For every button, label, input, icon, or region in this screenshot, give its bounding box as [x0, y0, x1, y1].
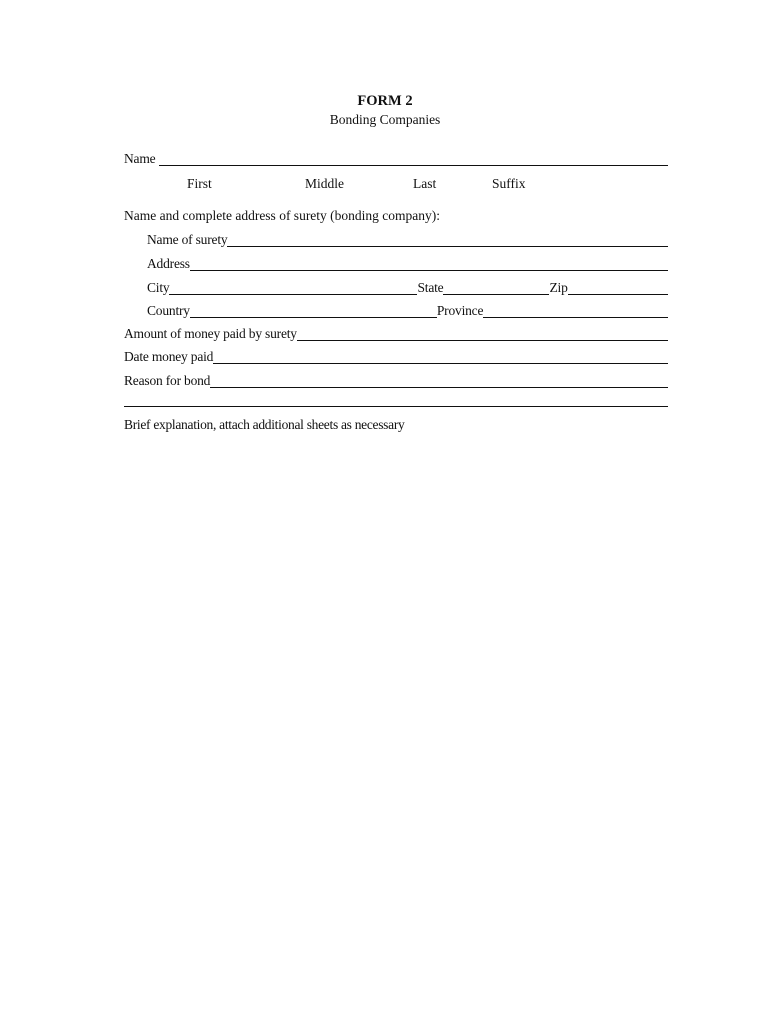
surety-address-field[interactable]	[190, 255, 668, 271]
surety-city-row	[147, 279, 668, 296]
city-field[interactable]	[169, 279, 417, 295]
name-row	[124, 150, 668, 167]
surety-section-label: Name and complete address of surety (bonding company):	[124, 208, 441, 223]
last-name-sublabel: Last	[413, 176, 437, 191]
form-title: FORM 2	[357, 93, 413, 109]
surety-address-label: Address	[147, 256, 190, 271]
reason-row	[124, 372, 668, 389]
middle-name-sublabel: Middle	[305, 176, 344, 191]
suffix-sublabel: Suffix	[492, 176, 526, 191]
explanation-note: Brief explanation, attach additional sheets as necessary	[124, 417, 405, 432]
amount-label: Amount of money paid by surety	[124, 326, 297, 341]
state-field[interactable]	[443, 279, 549, 295]
country-field[interactable]	[190, 302, 437, 318]
surety-name-row	[147, 231, 668, 248]
province-field[interactable]	[483, 302, 668, 318]
date-paid-label: Date money paid	[124, 349, 214, 364]
surety-name-label: Name of surety	[147, 232, 228, 247]
date-paid-field[interactable]	[213, 348, 668, 364]
name-field[interactable]	[159, 150, 668, 166]
zip-field[interactable]	[568, 279, 668, 295]
surety-name-field[interactable]	[227, 231, 668, 247]
amount-field[interactable]	[297, 325, 668, 341]
reason-label: Reason for bond	[124, 373, 211, 388]
country-label: Country	[147, 303, 190, 318]
state-label: State	[417, 280, 444, 295]
amount-row	[124, 325, 668, 342]
surety-country-row	[147, 302, 668, 319]
date-paid-row	[124, 348, 668, 365]
reason-field[interactable]	[210, 372, 668, 388]
explanation-field[interactable]	[124, 406, 668, 407]
province-label: Province	[436, 303, 484, 318]
form-subtitle: Bonding Companies	[329, 112, 441, 127]
surety-address-row	[147, 255, 668, 272]
first-name-sublabel: First	[187, 176, 212, 191]
name-label: Name	[124, 151, 156, 166]
city-label: City	[147, 280, 170, 295]
zip-label: Zip	[549, 280, 568, 295]
